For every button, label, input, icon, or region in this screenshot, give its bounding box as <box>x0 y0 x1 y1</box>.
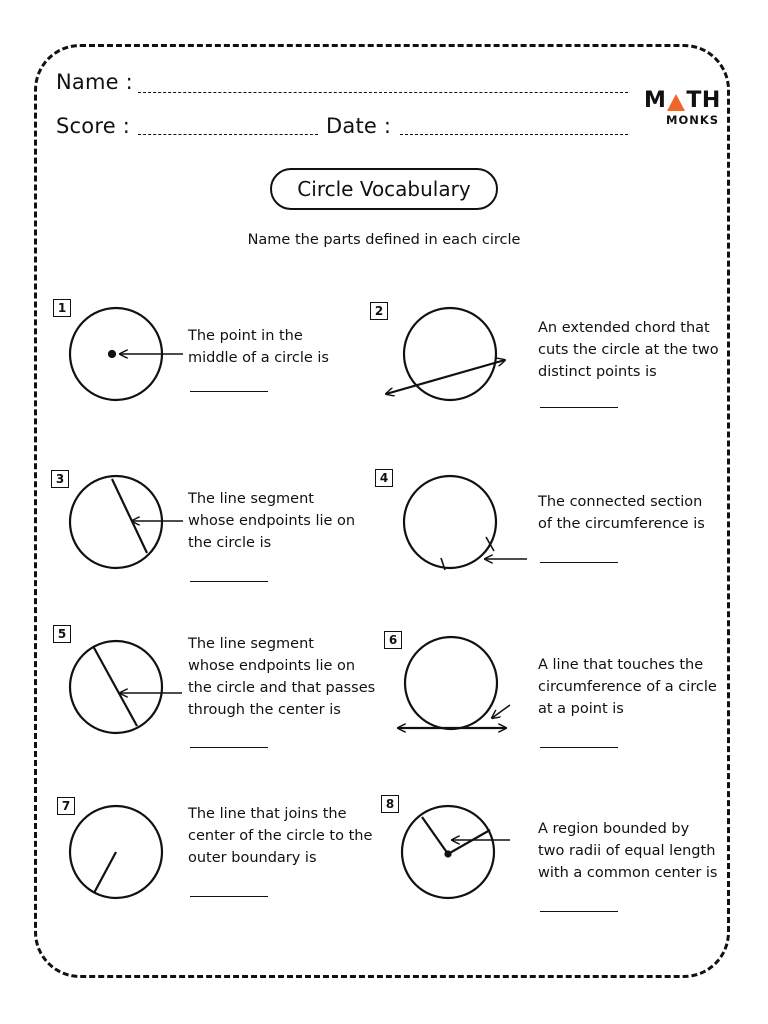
question-number-4: 4 <box>375 469 393 487</box>
score-label: Score : <box>56 114 130 138</box>
question-number-5: 5 <box>53 625 71 643</box>
question-text-5: The line segment whose endpoints lie on the circle and that passes through the center is <box>188 636 376 718</box>
date-label: Date : <box>326 114 392 138</box>
name-label: Name : <box>56 70 133 94</box>
instruction-text: Name the parts defined in each circle <box>247 232 521 248</box>
question-text-3: The line segment whose endpoints lie on the circle is <box>188 491 356 551</box>
logo-text-m: M <box>644 88 667 113</box>
circle-diagram-6 <box>398 637 510 729</box>
worksheet-title-text: Circle Vocabulary <box>297 177 471 201</box>
circle-diagram-8 <box>402 806 510 898</box>
circle-diagram-5 <box>70 641 182 733</box>
circle-diagram-4 <box>404 476 527 570</box>
question-number-8: 8 <box>381 795 399 813</box>
question-text-7: The line that joins the center of the circle to the outer boundary is <box>188 806 373 866</box>
question-text-4: The connected section of the circumference is <box>538 494 705 532</box>
circle-diagram-3 <box>70 476 183 568</box>
question-text-2: An extended chord that cuts the circle at the two distinct points is <box>538 320 719 380</box>
question-number-3: 3 <box>51 470 69 488</box>
circle-diagram-7 <box>70 806 162 898</box>
question-number-6: 6 <box>384 631 402 649</box>
question-text-6: A line that touches the circumference of a circle at a point is <box>538 657 717 717</box>
question-number-1: 1 <box>53 299 71 317</box>
question-number-2: 2 <box>370 302 388 320</box>
circle-diagram-1 <box>70 308 183 400</box>
question-text-1: The point in the middle of a circle is <box>188 328 329 366</box>
circle-diagram-2 <box>386 308 505 400</box>
logo-text-th: TH <box>686 88 721 113</box>
question-number-7: 7 <box>57 797 75 815</box>
logo-text-monks: MONKS <box>666 113 720 127</box>
question-text-8: A region bounded by two radii of equal length with a common center is <box>538 821 718 881</box>
